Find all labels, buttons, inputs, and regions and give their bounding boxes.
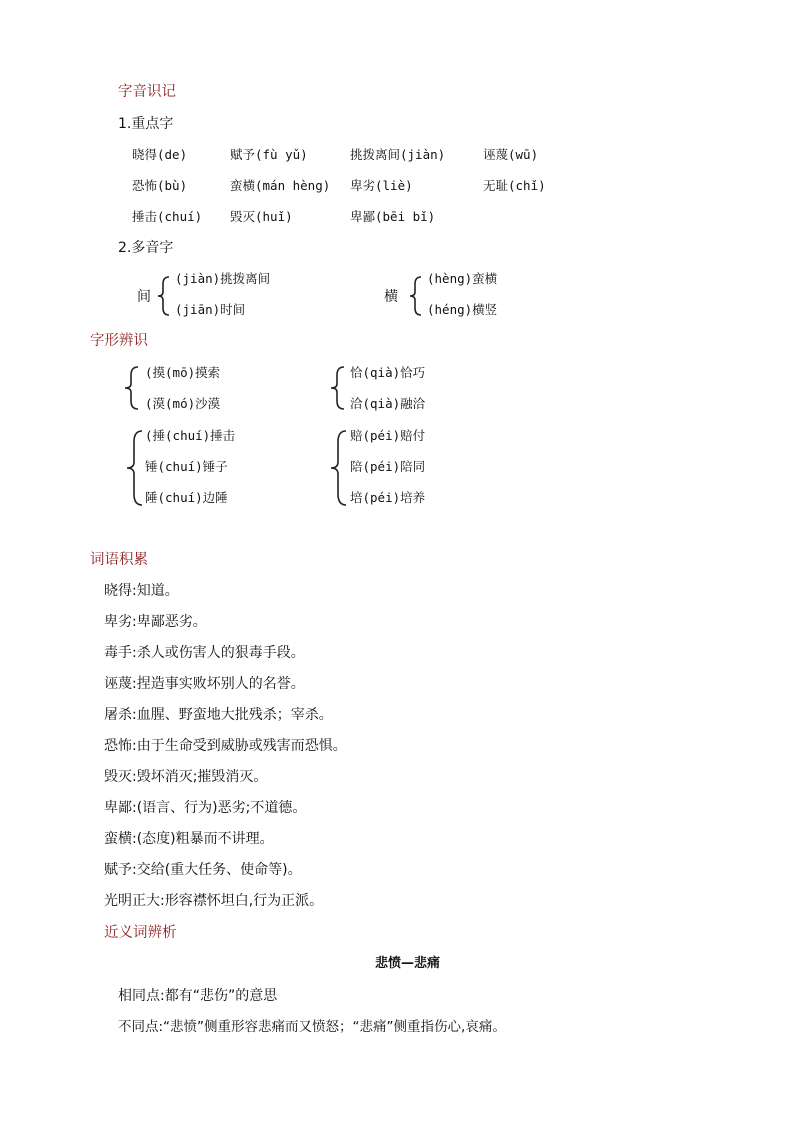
vocab-item: 蛮横:(态度)粗暴而不讲理。	[104, 831, 274, 847]
vocab-item: 卑鄙:(语言、行为)恶劣;不道德。	[104, 800, 307, 816]
synonym-same: 相同点:都有“悲伤”的意思	[118, 988, 278, 1004]
vocab-item: 晓得:知道。	[104, 583, 179, 599]
shape-item: (捶(chuí)捶击	[145, 428, 236, 443]
key-char: 恐怖(bù)	[132, 178, 188, 193]
vocab-item: 屠杀:血腥、野蛮地大批残杀；宰杀。	[104, 707, 333, 723]
section-heading-synonyms: 近义词辨析	[104, 925, 177, 941]
vocab-item: 诬蔑:捏造事实败坏别人的名誉。	[104, 676, 305, 692]
polyphone-reading: (jiān)时间	[175, 302, 246, 317]
key-char: 晓得(de)	[132, 147, 188, 162]
shape-item: (漠(mó)沙漠	[145, 396, 221, 411]
section-heading-shape: 字形辨识	[90, 333, 148, 349]
vocab-item: 毒手:杀人或伤害人的狠毒手段。	[104, 645, 305, 661]
left-brace-icon	[124, 366, 140, 410]
left-brace-icon	[330, 430, 348, 506]
shape-item: 赔(péi)赔付	[350, 428, 426, 443]
shape-item: (摸(mō)摸索	[145, 365, 221, 380]
shape-item: 恰(qià)恰巧	[350, 365, 426, 380]
key-char: 蛮横(mán hèng)	[230, 178, 331, 193]
vocab-item: 恐怖:由于生命受到威胁或残害而恐惧。	[104, 738, 347, 754]
shape-item: 洽(qià)融洽	[350, 396, 426, 411]
section-heading-vocab: 词语积累	[90, 552, 148, 568]
shape-item: 陲(chuí)边陲	[145, 490, 228, 505]
left-brace-icon	[126, 430, 144, 506]
synonym-diff: 不同点:“悲愤”侧重形容悲痛而又愤怒；“悲痛”侧重指伤心,哀痛。	[118, 1019, 506, 1035]
section-heading-pronunciation: 字音识记	[118, 84, 176, 100]
key-char: 卑劣(liè)	[350, 178, 413, 193]
synonym-pair-title: 悲愤—悲痛	[375, 956, 441, 971]
key-char: 卑鄙(bēi bǐ)	[350, 209, 436, 224]
polyphone-reading: (hèng)蛮横	[427, 271, 498, 286]
polyphone-char: 横	[384, 289, 398, 305]
polyphone-reading: (héng)横竖	[427, 302, 498, 317]
vocab-item: 赋予:交给(重大任务、使命等)。	[104, 862, 302, 878]
left-brace-icon	[330, 366, 346, 410]
key-char: 挑拨离间(jiàn)	[350, 147, 446, 162]
shape-item: 陪(péi)陪同	[350, 459, 426, 474]
polyphone-title: 2.多音字	[118, 240, 174, 256]
left-brace-icon	[409, 276, 423, 316]
key-chars-title: 1.重点字	[118, 116, 174, 132]
shape-item: 锤(chuí)锤子	[145, 459, 228, 474]
vocab-item: 毁灭:毁坏消灭;摧毁消灭。	[104, 769, 268, 785]
key-char: 赋予(fù yǔ)	[230, 147, 308, 162]
polyphone-char: 间	[137, 289, 151, 305]
shape-item: 培(péi)培养	[350, 490, 426, 505]
key-char: 诬蔑(wū)	[483, 147, 539, 162]
vocab-item: 光明正大:形容襟怀坦白,行为正派。	[104, 893, 324, 909]
polyphone-reading: (jiàn)挑拨离间	[175, 271, 271, 286]
key-char: 捶击(chuí)	[132, 209, 203, 224]
left-brace-icon	[157, 276, 171, 316]
key-char: 毁灭(huǐ)	[230, 209, 293, 224]
vocab-item: 卑劣:卑鄙恶劣。	[104, 614, 207, 630]
key-char: 无耻(chǐ)	[483, 178, 546, 193]
